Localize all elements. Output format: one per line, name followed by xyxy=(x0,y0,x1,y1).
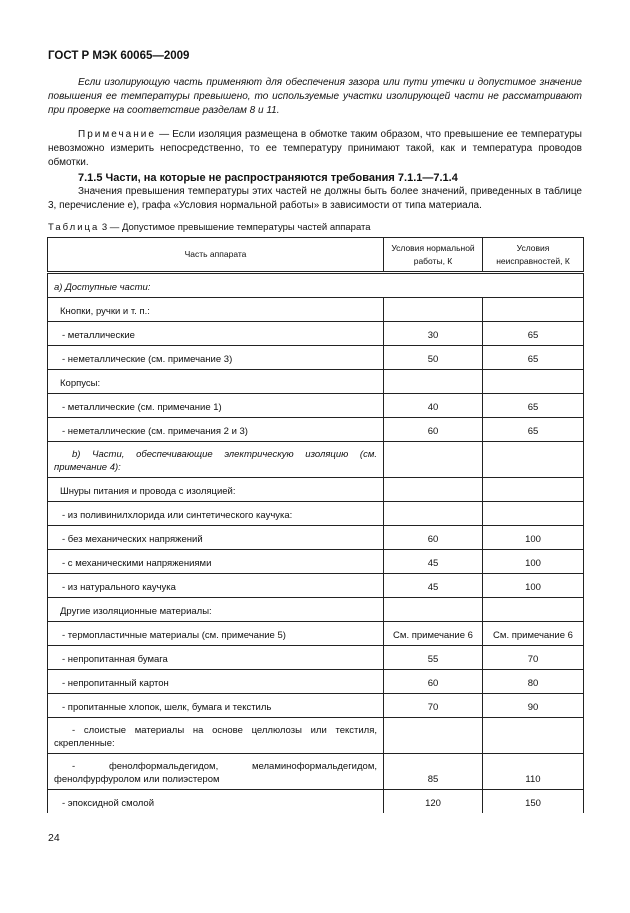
row-value-normal xyxy=(384,502,483,526)
row-value-fault xyxy=(483,478,584,502)
row-value-normal xyxy=(384,442,483,478)
table-row xyxy=(48,790,584,814)
table-row xyxy=(48,526,584,550)
row-value-normal: 45 xyxy=(384,574,483,598)
row-label: - неметаллические (см. примечание 3) xyxy=(48,346,384,370)
table-row xyxy=(48,370,584,394)
table-row xyxy=(48,646,584,670)
row-label: - слоистые материалы на основе целлюлозы или текстиля, скрепленные: xyxy=(48,718,384,754)
row-value-fault xyxy=(483,442,584,478)
row-value-fault: 65 xyxy=(483,394,584,418)
row-value-fault xyxy=(483,502,584,526)
note-paragraph xyxy=(48,128,582,170)
row-label: - из натурального каучука xyxy=(48,574,384,598)
row-label: - пропитанные хлопок, шелк, бумага и текстиль xyxy=(48,694,384,718)
section-heading: 7.1.5 Части, на которые не распространяются требования 7.1.1—7.1.4 xyxy=(78,172,458,184)
table-caption-label: Таблица xyxy=(48,222,100,233)
row-value-normal: См. примечание 6 xyxy=(384,622,483,646)
temperature-table xyxy=(47,237,584,813)
row-label: - непропитанный картон xyxy=(48,670,384,694)
table-caption-text: 3 — Допустимое превышение температуры частей аппарата xyxy=(99,222,371,233)
row-label: - с механическими напряжениями xyxy=(48,550,384,574)
row-value-normal: 50 xyxy=(384,346,483,370)
row-value-fault: 100 xyxy=(483,550,584,574)
column-header-normal: Условия нормальной работы, К xyxy=(384,238,483,273)
page-number: 24 xyxy=(48,832,60,844)
row-value-normal: 85 xyxy=(384,754,483,790)
document-header: ГОСТ Р МЭК 60065—2009 xyxy=(48,50,190,62)
table-row xyxy=(48,502,584,526)
table-row xyxy=(48,273,584,298)
row-label: b) Части, обеспечивающие электрическую изоляцию (см. примечание 4): xyxy=(48,442,384,478)
row-value-fault xyxy=(483,298,584,322)
row-value-normal: 120 xyxy=(384,790,483,814)
row-value-fault: 110 xyxy=(483,754,584,790)
table-row xyxy=(48,694,584,718)
row-value-normal xyxy=(384,478,483,502)
row-label: - эпоксидной смолой xyxy=(48,790,384,814)
table-row xyxy=(48,754,584,790)
table-row xyxy=(48,394,584,418)
row-value-normal: 60 xyxy=(384,418,483,442)
row-value-normal: 30 xyxy=(384,322,483,346)
row-value-fault xyxy=(483,598,584,622)
row-label: Другие изоляционные материалы: xyxy=(48,598,384,622)
column-header-part: Часть аппарата xyxy=(48,238,384,273)
row-label: - металлические (см. примечание 1) xyxy=(48,394,384,418)
row-value-normal xyxy=(384,598,483,622)
row-label: Кнопки, ручки и т. п.: xyxy=(48,298,384,322)
row-value-normal: 40 xyxy=(384,394,483,418)
note-label: Примечание xyxy=(78,129,156,140)
table-row xyxy=(48,298,584,322)
row-value-normal: 60 xyxy=(384,526,483,550)
table-row xyxy=(48,622,584,646)
table-row xyxy=(48,478,584,502)
row-label: Шнуры питания и провода с изоляцией: xyxy=(48,478,384,502)
table-row xyxy=(48,598,584,622)
row-value-normal xyxy=(384,370,483,394)
table-row xyxy=(48,346,584,370)
row-value-fault: 80 xyxy=(483,670,584,694)
row-label: - металлические xyxy=(48,322,384,346)
row-label: - термопластичные материалы (см. примечание 5) xyxy=(48,622,384,646)
row-value-fault: 70 xyxy=(483,646,584,670)
row-label: - без механических напряжений xyxy=(48,526,384,550)
italic-paragraph: Если изолирующую часть применяют для обеспечения зазора или пути утечки и допустимое значение повышения ее температуры превышено, то используемые участки изолирующей части не рассматривают при проверке на соответствие разделам 8 и 11. xyxy=(48,77,582,116)
row-value-normal: 60 xyxy=(384,670,483,694)
table-row xyxy=(48,718,584,754)
row-value-fault: 65 xyxy=(483,322,584,346)
row-value-fault: 100 xyxy=(483,526,584,550)
table-row xyxy=(48,550,584,574)
note-text: — Если изоляция размещена в обмотке таким образом, что превышение ее температуры невозможно измерить непосредственно, то ее температуру принимают такой, как и температура проводов обмотки. xyxy=(48,129,582,168)
row-value-fault: См. примечание 6 xyxy=(483,622,584,646)
row-label: - непропитанная бумага xyxy=(48,646,384,670)
row-value-normal xyxy=(384,298,483,322)
row-value-normal: 70 xyxy=(384,694,483,718)
row-value-fault xyxy=(483,718,584,754)
row-value-normal: 55 xyxy=(384,646,483,670)
row-label: Корпусы: xyxy=(48,370,384,394)
row-value-normal: 45 xyxy=(384,550,483,574)
table-caption xyxy=(48,222,371,233)
row-value-fault: 150 xyxy=(483,790,584,814)
table-row xyxy=(48,574,584,598)
row-value-fault: 90 xyxy=(483,694,584,718)
section-text: Значения превышения температуры этих частей не должны быть более значений, приведенных в таблице 3, перечисление е), графа «Условия нормальной работы» в зависимости от типа материала. xyxy=(48,186,582,211)
row-value-fault xyxy=(483,370,584,394)
table-row xyxy=(48,442,584,478)
row-label: а) Доступные части: xyxy=(48,273,584,298)
column-header-fault: Условия неисправностей, К xyxy=(483,238,584,273)
table-row xyxy=(48,670,584,694)
table-row xyxy=(48,418,584,442)
row-value-fault: 100 xyxy=(483,574,584,598)
row-value-fault: 65 xyxy=(483,346,584,370)
row-label: - фенолформальдегидом, меламиноформальдегидом, фенолфурфуролом или полиэстером xyxy=(48,754,384,790)
row-value-normal xyxy=(384,718,483,754)
row-label: - неметаллические (см. примечания 2 и 3) xyxy=(48,418,384,442)
row-label: - из поливинилхлорида или синтетического каучука: xyxy=(48,502,384,526)
table-row xyxy=(48,322,584,346)
row-value-fault: 65 xyxy=(483,418,584,442)
